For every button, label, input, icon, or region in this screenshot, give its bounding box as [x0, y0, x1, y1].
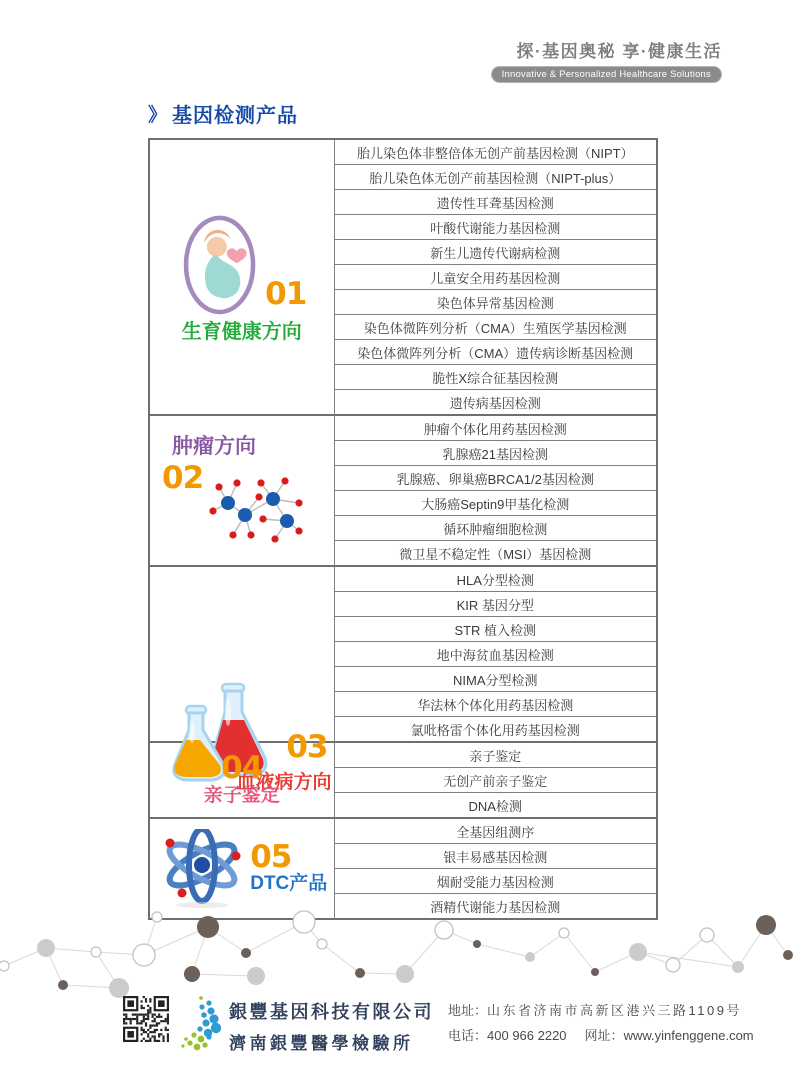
- company-name: 銀豐基因科技有限公司: [229, 1002, 434, 1022]
- table-row: [149, 566, 657, 592]
- product-item: KIR 基因分型: [334, 592, 657, 617]
- product-item: HLA分型检测: [334, 566, 657, 592]
- product-item: 无创产前亲子鉴定: [334, 768, 657, 793]
- contact-info: [448, 1000, 754, 1050]
- product-item: 亲子鉴定: [334, 742, 657, 768]
- product-item: 脆性X综合征基因检测: [334, 365, 657, 390]
- product-item: 微卫星不稳定性（MSI）基因检测: [334, 541, 657, 567]
- page-header: [491, 37, 722, 83]
- section-number: 02: [162, 460, 204, 497]
- product-item: 乳腺癌21基因检测: [334, 441, 657, 466]
- company-logo-icon: [177, 996, 221, 1052]
- product-item: 染色体微阵列分析（CMA）遗传病诊断基因检测: [334, 340, 657, 365]
- product-item: STR 植入检测: [334, 617, 657, 642]
- company-names: [229, 998, 434, 1054]
- product-item: 儿童安全用药基因检测: [334, 265, 657, 290]
- product-item: 循环肿瘤细胞检测: [334, 516, 657, 541]
- address-value: 山东省济南市高新区港兴三路1109号: [487, 1003, 742, 1018]
- product-item: 全基因组测序: [334, 818, 657, 844]
- section-label: 血液病方向: [236, 772, 332, 793]
- product-item: 染色体异常基因检测: [334, 290, 657, 315]
- product-item: 胎儿染色体无创产前基因检测（NIPT-plus）: [334, 165, 657, 190]
- product-item: 氯吡格雷个体化用药基因检测: [334, 717, 657, 743]
- product-item: 染色体微阵列分析（CMA）生殖医学基因检测: [334, 315, 657, 340]
- section-label: 亲子鉴定: [203, 784, 280, 806]
- product-item: 胎儿染色体非整倍体无创产前基因检测（NIPT）: [334, 139, 657, 165]
- lab-name: 濟南銀豐醫學檢驗所: [229, 1034, 414, 1053]
- products-table: [148, 138, 658, 920]
- product-item: 烟耐受能力基因检测: [334, 869, 657, 894]
- product-item: 乳腺癌、卵巢癌BRCA1/2基因检测: [334, 466, 657, 491]
- product-item: 酒精代谢能力基因检测: [334, 894, 657, 920]
- section-cell-dtc: [149, 818, 334, 919]
- product-item: 肿瘤个体化用药基因检测: [334, 415, 657, 441]
- table-row: [149, 415, 657, 441]
- product-item: 银丰易感基因检测: [334, 844, 657, 869]
- section-number: 03: [286, 729, 328, 765]
- pregnant-mother-icon: [177, 210, 263, 318]
- product-item: 地中海贫血基因检测: [334, 642, 657, 667]
- section-label: 生育健康方向: [181, 321, 302, 343]
- page-title-row: [148, 99, 298, 128]
- section-number: 05: [250, 838, 292, 875]
- header-slogan-en-badge: Innovative & Personalized Healthcare Solutions: [491, 66, 722, 83]
- page-title: 基因检测产品: [172, 105, 299, 127]
- atom-icon: [156, 829, 248, 909]
- phone-label: 电话：: [448, 1028, 488, 1043]
- title-chevrons-icon: 》: [148, 105, 168, 126]
- product-item: 新生儿遗传代谢病检测: [334, 240, 657, 265]
- section-cell-oncology: [149, 415, 334, 566]
- website-value: www.yinfenggene.com: [623, 1028, 754, 1043]
- section-cell-paternity: [149, 742, 334, 818]
- product-item: 遗传性耳聋基因检测: [334, 190, 657, 215]
- table-row: [149, 818, 657, 844]
- molecule-icon: [203, 473, 309, 547]
- section-label: DTC产品: [250, 872, 328, 894]
- section-number: 04: [221, 749, 263, 786]
- phone-value: 400 966 2220: [487, 1028, 567, 1043]
- website-label: 网址：: [584, 1028, 624, 1043]
- product-item: 大肠癌Septin9甲基化检测: [334, 491, 657, 516]
- product-item: NIMA分型检测: [334, 667, 657, 692]
- page-footer: [123, 996, 754, 1054]
- header-slogan: 探·基因奥秘 享·健康生活: [516, 42, 722, 61]
- table-row: [149, 139, 657, 165]
- product-item: 叶酸代谢能力基因检测: [334, 215, 657, 240]
- section-cell-fertility-health: [149, 139, 334, 415]
- section-label: 肿瘤方向: [172, 434, 256, 458]
- section-number: 01: [265, 276, 307, 312]
- product-item: DNA检测: [334, 793, 657, 819]
- product-item: 遗传病基因检测: [334, 390, 657, 416]
- address-label: 地址：: [448, 1003, 488, 1018]
- qr-code: [123, 996, 169, 1042]
- product-item: 华法林个体化用药基因检测: [334, 692, 657, 717]
